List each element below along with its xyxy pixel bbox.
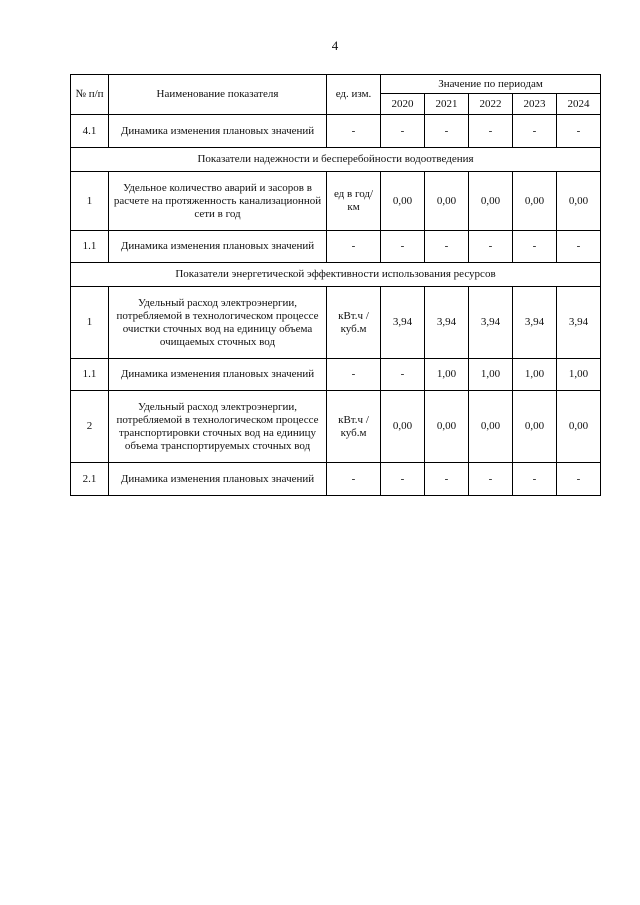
header-num: № п/п [71,75,109,115]
indicator-name: Удельное количество аварий и засоров в расчете на протяженность канализационной сети в год [109,172,327,231]
indicator-name: Динамика изменения плановых значений [109,463,327,496]
value-cell: 3,94 [425,287,469,359]
header-year: 2023 [513,94,557,115]
header-unit: ед. изм. [327,75,381,115]
value-cell: 1,00 [557,359,601,391]
value-cell: - [381,115,425,148]
indicator-name: Удельный расход электроэнергии, потребляемой в технологическом процессе очистки сточных вод на единицу объема очищаемых сточных вод [109,287,327,359]
section-row [71,148,601,172]
unit-cell: кВт.ч / куб.м [327,391,381,463]
value-cell: 0,00 [557,391,601,463]
table-row [71,463,601,496]
value-cell: - [425,115,469,148]
indicator-name: Динамика изменения плановых значений [109,231,327,263]
table-row [71,172,601,231]
value-cell: 1,00 [425,359,469,391]
table-body [71,115,601,496]
header-year: 2022 [469,94,513,115]
indicator-name: Динамика изменения плановых значений [109,115,327,148]
unit-cell: - [327,463,381,496]
value-cell: 0,00 [381,391,425,463]
table-row [71,391,601,463]
indicator-name: Динамика изменения плановых значений [109,359,327,391]
value-cell: - [425,231,469,263]
row-number: 1 [71,287,109,359]
section-title: Показатели надежности и бесперебойности водоотведения [71,148,601,172]
value-cell: - [557,231,601,263]
unit-cell: кВт.ч / куб.м [327,287,381,359]
row-number: 1 [71,172,109,231]
value-cell: - [513,231,557,263]
value-cell: - [557,463,601,496]
value-cell: - [469,115,513,148]
row-number: 2 [71,391,109,463]
value-cell: 0,00 [513,391,557,463]
value-cell: 3,94 [557,287,601,359]
value-cell: 0,00 [425,391,469,463]
value-cell: 0,00 [425,172,469,231]
unit-cell: - [327,115,381,148]
section-title: Показатели энергетической эффективности использования ресурсов [71,263,601,287]
unit-cell: - [327,359,381,391]
header-name: Наименование показателя [109,75,327,115]
value-cell: 0,00 [557,172,601,231]
value-cell: 0,00 [469,172,513,231]
row-number: 1.1 [71,359,109,391]
value-cell: - [381,231,425,263]
value-cell: - [381,359,425,391]
value-cell: 0,00 [513,172,557,231]
unit-cell: ед в год/ км [327,172,381,231]
value-cell: - [381,463,425,496]
row-number: 2.1 [71,463,109,496]
row-number: 4.1 [71,115,109,148]
value-cell: 1,00 [469,359,513,391]
value-cell: - [513,115,557,148]
indicator-name: Удельный расход электроэнергии, потребляемой в технологическом процессе транспортировки сточных вод на единицу объема транспортируемых сточных вод [109,391,327,463]
header-year: 2021 [425,94,469,115]
value-cell: - [425,463,469,496]
header-year: 2020 [381,94,425,115]
value-cell: 1,00 [513,359,557,391]
value-cell: - [513,463,557,496]
row-number: 1.1 [71,231,109,263]
value-cell: 3,94 [381,287,425,359]
table-row [71,231,601,263]
header-year: 2024 [557,94,601,115]
value-cell: - [557,115,601,148]
header-periods: Значение по периодам [381,75,601,94]
table-row [71,115,601,148]
value-cell: - [469,231,513,263]
indicators-table [70,74,601,496]
value-cell: - [469,463,513,496]
page-number: 4 [331,38,339,53]
section-row [71,263,601,287]
value-cell: 3,94 [513,287,557,359]
unit-cell: - [327,231,381,263]
value-cell: 0,00 [381,172,425,231]
value-cell: 0,00 [469,391,513,463]
value-cell: 3,94 [469,287,513,359]
table-row [71,287,601,359]
table-header [71,75,601,115]
table-row [71,359,601,391]
